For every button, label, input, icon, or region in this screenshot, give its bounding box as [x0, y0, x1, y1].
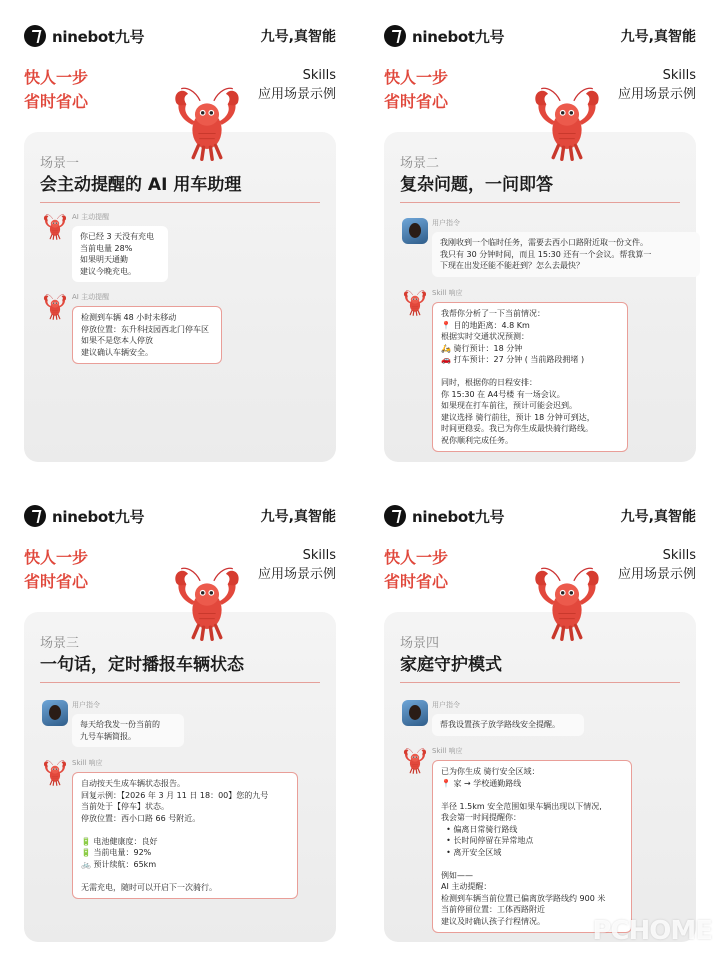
skills-label [258, 66, 336, 104]
brand-tagline: 九号,真智能 [620, 509, 696, 525]
title-divider [400, 202, 680, 203]
brand-name: ninebot九号 [412, 27, 505, 46]
brand-name: ninebot九号 [412, 507, 505, 526]
title-divider [40, 202, 320, 203]
scene-panel-4 [360, 480, 720, 960]
skills-line1: Skills [662, 548, 696, 563]
ninebot-logo-icon [384, 25, 406, 47]
lobster-avatar-icon [400, 288, 430, 318]
scene-number: 场景二 [400, 156, 440, 171]
brand-tagline: 九号,真智能 [620, 29, 696, 45]
message-tag: 用户指令 [432, 219, 460, 227]
skills-line2: 应用场景示例 [257, 87, 336, 102]
scene-title: 复杂问题，一问即答 [400, 175, 553, 195]
message-tag: AI 主动提醒 [72, 293, 110, 301]
lobster-mascot-icon [164, 84, 250, 164]
message-bubble: 每天给我发一份当前的 九号车辆简报。 [72, 714, 184, 747]
watermark-url: WWW.PCHOME.NET [651, 947, 710, 954]
message-tag: Skill 响应 [432, 289, 463, 297]
user-avatar-icon [402, 700, 428, 726]
scene-number: 场景三 [40, 636, 80, 651]
scene-panel-1 [0, 0, 360, 480]
message-bubble: 检测到车辆 48 小时未移动 停放位置：东升科技园西北门停车区 如果不是您本人停放 建议确认车辆安全。 [72, 306, 222, 364]
skills-line2: 应用场景示例 [617, 567, 696, 582]
brand-tagline: 九号,真智能 [260, 29, 336, 45]
scene-number: 场景四 [400, 636, 440, 651]
scene-card [384, 132, 696, 462]
message-bubble: 我刚收到一个临时任务，需要去西小口路附近取一份文件。 我只有 30 分钟时间，而且 15:30 还有一个会议。帮我算一 下现在出发还能不能赶到？怎么去最快？ [432, 232, 700, 277]
ninebot-logo-icon [384, 505, 406, 527]
brand-tagline: 九号,真智能 [260, 509, 336, 525]
skills-line1: Skills [302, 548, 336, 563]
scene-title: 会主动提醒的 AI 用车助理 [40, 175, 242, 195]
slogan-line1: 快人一步 [24, 68, 89, 87]
lobster-avatar-icon [40, 758, 70, 788]
title-divider [400, 682, 680, 683]
lobster-mascot-icon [524, 564, 610, 644]
slogan-line2: 省时省心 [384, 92, 449, 111]
skills-line1: Skills [302, 68, 336, 83]
message-bubble: 自动按天生成车辆状态报告。 回复示例：【2026 年 3 月 11 日 18：00】您的九号 当前处于【停车】状态。 停放位置：西小口路 66 号附近。 🔋 电池健康度：良好 🔋 当前电量：92% 🚲 预计续航：65km 无需充电，随时可以开启下一次骑行。 [72, 772, 298, 899]
scene-title: 家庭守护模式 [400, 655, 502, 675]
skills-label [618, 546, 696, 584]
skills-line1: Skills [662, 68, 696, 83]
scene-card [24, 132, 336, 462]
slogan-line1: 快人一步 [384, 68, 449, 87]
message-tag: Skill 响应 [432, 747, 463, 755]
message-bubble: 已为你生成 骑行安全区域： 📍 家 → 学校通勤路线 半径 1.5km 安全范围如果车辆出现以下情况, 我会第一时间提醒你： • 偏离日常骑行路线 • 长时间停留在异常地点 • 离开安全区域 例如—— AI 主动提醒： 检测到车辆当前位置已偏离放学路线约 900 米 当前停留位置：工体西路附近 建议及时确认孩子行程情况。 [432, 760, 632, 933]
slogan [24, 546, 88, 594]
ninebot-logo-icon [24, 25, 46, 47]
user-avatar-icon [402, 218, 428, 244]
slogan [384, 546, 448, 594]
ninebot-logo-icon [24, 505, 46, 527]
message-bubble: 我帮你分析了一下当前情况： 📍 目的地距离：4.8 Km 根据实时交通状况预测： 🛵 骑行预计：18 分钟 🚗 打车预计：27 分钟 ( 当前路段拥堵 ) 同时，根据你的日程安排： 你 15:30 在 A4号楼 有一场会议。 如果现在打车前往，预计可能会迟到。 建议选择 骑行前往，预计 18 分钟可到达， 时间更稳妥。我已为你生成最快骑行路线。 祝你顺利完成任务。 [432, 302, 628, 452]
scene-card [384, 612, 696, 942]
watermark: PCHOME [592, 916, 712, 946]
brand-logo [24, 504, 144, 528]
user-avatar-icon [42, 700, 68, 726]
scene-panel-3 [0, 480, 360, 960]
scene-card [24, 612, 336, 942]
skills-label [618, 66, 696, 104]
slogan-line1: 快人一步 [384, 548, 449, 567]
title-divider [40, 682, 320, 683]
message-bubble: 你已经 3 天没有充电 当前电量 28% 如果明天通勤 建议今晚充电。 [72, 226, 168, 282]
message-tag: Skill 响应 [72, 759, 103, 767]
slogan-line1: 快人一步 [24, 548, 89, 567]
brand-name: ninebot九号 [52, 27, 145, 46]
brand-logo [24, 24, 144, 48]
scene-panel-2 [360, 0, 720, 480]
scene-title: 一句话，定时播报车辆状态 [40, 655, 244, 675]
scene-number: 场景一 [40, 156, 80, 171]
brand-logo [384, 24, 504, 48]
slogan-line2: 省时省心 [24, 572, 89, 591]
slogan [24, 66, 88, 114]
skills-line2: 应用场景示例 [617, 87, 696, 102]
lobster-avatar-icon [40, 212, 70, 242]
lobster-mascot-icon [524, 84, 610, 164]
message-bubble: 帮我设置孩子放学路线安全提醒。 [432, 714, 584, 736]
slogan-line2: 省时省心 [24, 92, 89, 111]
skills-line2: 应用场景示例 [257, 567, 336, 582]
lobster-avatar-icon [400, 746, 430, 776]
message-tag: 用户指令 [72, 701, 100, 709]
lobster-avatar-icon [40, 292, 70, 322]
skills-label [258, 546, 336, 584]
brand-logo [384, 504, 504, 528]
message-tag: 用户指令 [432, 701, 460, 709]
brand-name: ninebot九号 [52, 507, 145, 526]
message-tag: AI 主动提醒 [72, 213, 110, 221]
lobster-mascot-icon [164, 564, 250, 644]
slogan [384, 66, 448, 114]
slogan-line2: 省时省心 [384, 572, 449, 591]
